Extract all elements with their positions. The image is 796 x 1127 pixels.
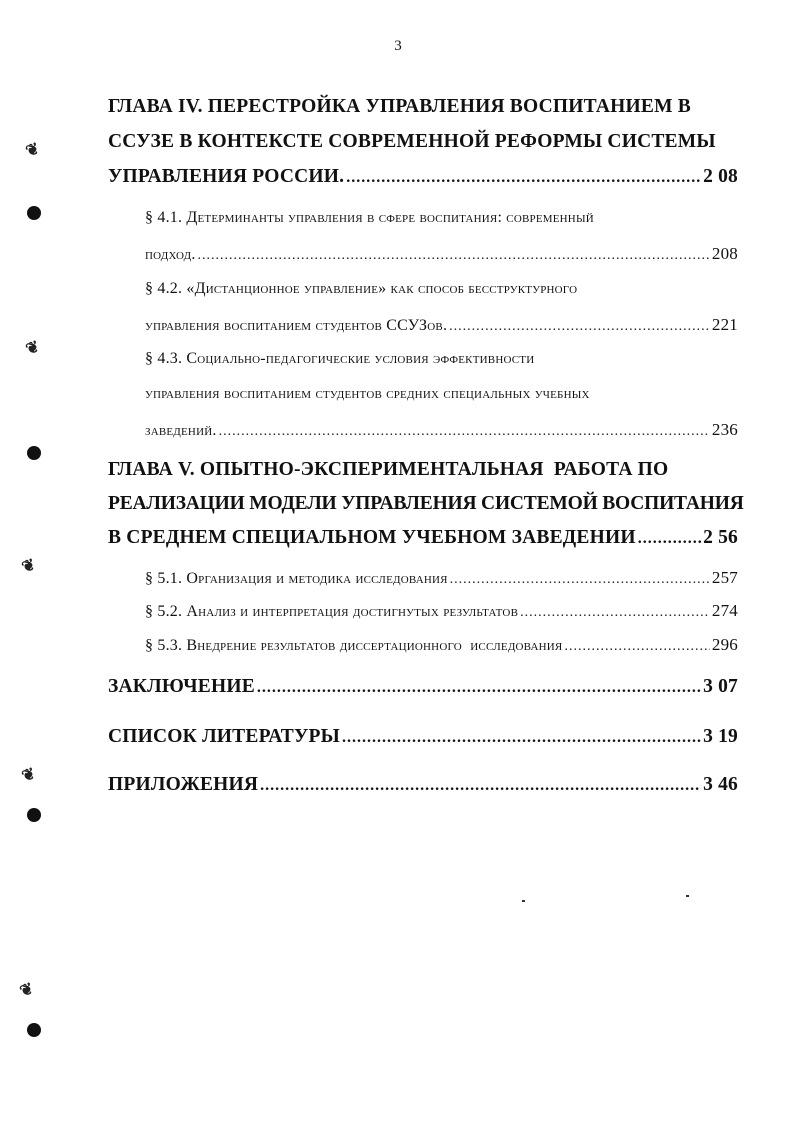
page-number: 3 [394,38,402,54]
leader-dots [564,639,709,655]
page-ref: 208 [711,244,738,263]
binder-hole [27,808,41,822]
toc-chapter-4[interactable]: УПРАВЛЕНИЯ РОССИИ. ..... 2 08 [108,166,738,188]
toc-section-4-2[interactable]: управления воспитанием студентов ССУЗов. ..... 221 [145,315,738,335]
toc-section-4-3[interactable]: заведений. ..... 236 [145,420,738,440]
toc-chapter-4-line2: ССУЗЕ В КОНТЕКСТЕ СОВРЕМЕННОЙ РЕФОРМЫ СИСТЕМЫ [108,131,716,152]
scan-speck: ❦ [17,980,37,1001]
toc-section-4-2-line1: § 4.2. «Дистанционное управление» как способ бесструктурного [145,280,578,297]
toc-section-4-1[interactable]: подход. ..... 208 [145,244,738,264]
page-ref: 236 [711,420,738,439]
scan-speck: ❦ [19,765,39,786]
toc-references[interactable]: СПИСОК ЛИТЕРАТУРЫ ..... 3 19 [108,726,738,748]
toc-appendices[interactable]: ПРИЛОЖЕНИЯ ..... 3 46 [108,774,738,796]
binder-hole [27,1023,41,1037]
scan-mark [686,895,689,897]
page-ref: 274 [711,601,738,620]
leader-dots [449,319,710,335]
leader-dots [450,572,710,588]
leader-dots [346,169,701,187]
toc-chapter-5-line1: ГЛАВА V. ОПЫТНО-ЭКСПЕРИМЕНТАЛЬНАЯ РАБОТА ПО [108,459,669,480]
leader-dots [260,777,701,795]
page-ref: 2 08 [703,166,738,187]
toc-section-5-2[interactable]: § 5.2. Анализ и интерпретация достигнутых результатов ..... 274 [145,601,738,621]
leader-dots [198,248,710,264]
leader-dots [520,605,710,621]
leader-dots [219,424,710,440]
toc-section-5-1[interactable]: § 5.1. Организация и методика исследования ..... 257 [145,568,738,588]
binder-hole [27,206,41,220]
scan-mark [522,900,525,902]
toc-chapter-5-line2: РЕАЛИЗАЦИИ МОДЕЛИ УПРАВЛЕНИЯ СИСТЕМОЙ ВОСПИТАНИЯ [108,493,744,514]
toc-chapter-4-line1: ГЛАВА IV. ПЕРЕСТРОЙКА УПРАВЛЕНИЯ ВОСПИТАНИЕМ В [108,96,691,117]
page-ref: 3 19 [703,726,738,747]
page-ref: 296 [711,635,738,654]
scan-speck: ❦ [19,556,39,577]
binder-hole [27,446,41,460]
leader-dots [342,729,701,747]
page-ref: 221 [711,315,738,334]
toc-conclusion[interactable]: ЗАКЛЮЧЕНИЕ ..... 3 07 [108,676,738,698]
leader-dots [257,679,701,697]
toc-section-4-3-line2: управления воспитанием студентов средних специальных учебных [145,385,590,402]
toc-chapter-5[interactable]: В СРЕДНЕМ СПЕЦИАЛЬНОМ УЧЕБНОМ ЗАВЕДЕНИИ ..... 2 56 [108,527,738,549]
page-ref: 3 46 [703,774,738,795]
page-ref: 257 [711,568,738,587]
leader-dots [638,530,701,548]
page-ref: 2 56 [703,527,738,548]
toc-section-5-3[interactable]: § 5.3. Внедрение результатов диссертационного исследования ..... 296 [145,635,738,655]
scan-speck: ❦ [23,140,43,161]
toc-section-4-1-line1: § 4.1. Детерминанты управления в сфере воспитания: современный [145,209,594,226]
toc-section-4-3-line1: § 4.3. Социально-педагогические условия эффективности [145,350,535,367]
page-ref: 3 07 [703,676,738,697]
scan-speck: ❦ [23,338,43,359]
